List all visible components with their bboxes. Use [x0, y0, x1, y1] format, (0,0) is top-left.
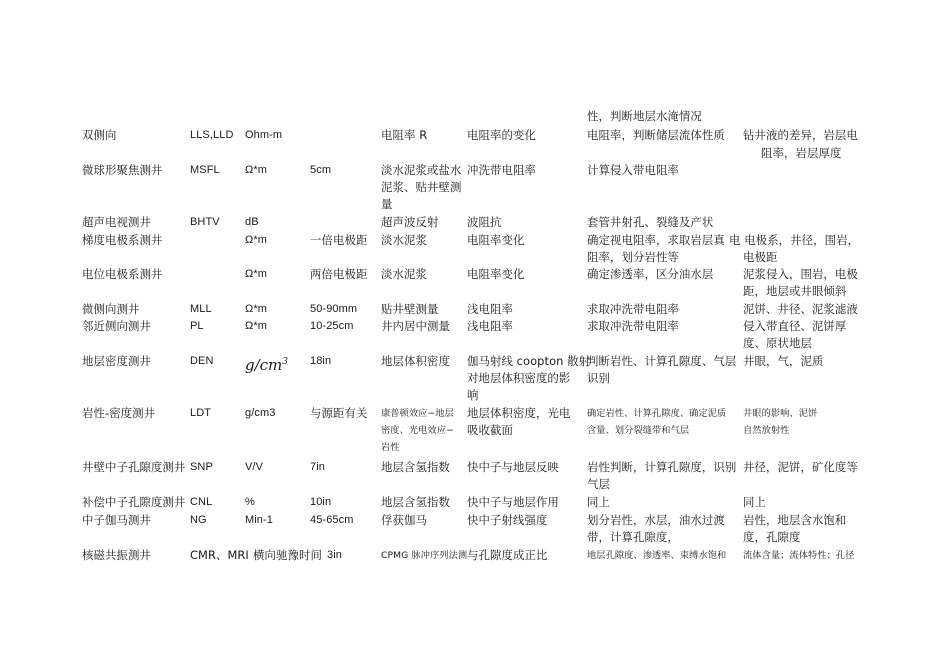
cell-name: 中子伽马测井 [82, 513, 151, 527]
cell-code: LLS,LLD [190, 129, 234, 141]
cell-depth: 两倍电极距 [310, 267, 368, 281]
cell-name: 井壁中子孔隙度测井 [82, 460, 186, 474]
cell-factors: 同上 [743, 495, 766, 509]
cell-application: 划分岩性，水层，油水过渡 [587, 513, 725, 527]
cell-principle: 淡水泥浆或盐水 [381, 163, 462, 177]
cell-application: 求取冲洗带电阻率 [587, 319, 679, 333]
cell-name: 微侧向测井 [82, 302, 140, 316]
cell-factors: 钻井液的差异，岩层电 [743, 128, 858, 142]
cell-measure: 吸收截面 [467, 423, 513, 437]
cell-name: 微球形聚焦测井 [82, 163, 163, 177]
cell-factors: 电极距 [743, 250, 778, 264]
cell-name: 地层密度测井 [82, 354, 151, 368]
cell-application: 阻率，划分岩性等 [587, 250, 679, 264]
cell-principle: 地层含氢指数 [381, 460, 450, 474]
cell-code: CNL [190, 496, 213, 508]
cell-unit: Ohm-m [245, 129, 283, 141]
cell-depth: 与源距有关 [310, 406, 368, 420]
cell-application: 确定视电阻率，求取岩层真 [587, 233, 725, 247]
cell-measure: 快中子与地层反映 [467, 460, 559, 474]
cell-unit: dB [245, 216, 259, 228]
cell-application: 求取冲洗带电阻率 [587, 302, 679, 316]
cell-depth: 10in [310, 496, 332, 508]
cell-name: 双侧向 [82, 128, 117, 142]
cell-factors: 泥浆侵入，围岩，电极 [743, 267, 858, 281]
cell-measure: 地层体积密度，光电 [467, 406, 571, 420]
cell-principle: 泥浆、贴井壁测 [381, 180, 462, 194]
cell-code: CMR、MRI [190, 548, 249, 562]
cell-measure: 浅电阻率 [467, 302, 513, 316]
cell-measure: 电阻率的变化 [467, 128, 536, 142]
cell-factors: 流体含量；流体特性；孔径 [743, 550, 855, 561]
cell-code: MLL [190, 303, 212, 315]
cell-depth: 45-65cm [310, 514, 354, 526]
cell-measure: 电阻率变化 [467, 267, 525, 281]
cell-measure: 对地层体积密度的影 [467, 371, 571, 385]
cell-factors: 井眼，气，泥质 [743, 354, 824, 368]
cell-principle: 岩性 [381, 442, 400, 453]
cell-unit: 横向驰豫时间 [253, 548, 322, 562]
cell-unit: g/cm3 [245, 407, 276, 419]
cell-application: 含量、划分裂缝带和气层 [587, 425, 690, 436]
cell-name: 核磁共振测井 [82, 548, 151, 562]
cell-unit: V/V [245, 461, 264, 473]
cell-depth: 5cm [310, 164, 332, 176]
cell-factors: 井径，泥饼，矿化度等 [743, 460, 858, 474]
cell-depth: 50-90mm [310, 303, 358, 315]
cell-depth: 一倍电极距 [310, 233, 368, 247]
cell-measure: 快中子与地层作用 [467, 495, 559, 509]
cell-factors: 距，地层或井眼倾斜 [743, 284, 847, 298]
cell-depth: 7in [310, 461, 325, 473]
top-fragment: 性，判断地层水淹情况 [587, 109, 702, 123]
cell-principle: 量 [381, 197, 393, 211]
cell-code: NG [190, 514, 207, 526]
cell-name: 岩性-密度测井 [82, 406, 156, 420]
cell-measure: 浅电阻率 [467, 319, 513, 333]
cell-application: 确定岩性、计算孔隙度、确定泥质 [587, 408, 727, 419]
cell-principle: 淡水泥浆 [381, 233, 427, 247]
cell-name: 超声电视测井 [82, 215, 151, 229]
cell-code: DEN [190, 355, 214, 367]
cell-application: 判断岩性、计算孔隙度、气层 [587, 354, 737, 368]
cell-unit-formula: $g/cm^3$ [245, 356, 289, 374]
cell-measure: 波阻抗 [467, 215, 502, 229]
cell-unit: Ω*m [245, 164, 267, 176]
cell-principle: CPMG 脉冲序列法测 [381, 550, 468, 561]
cell-measure: 电阻率变化 [467, 233, 525, 247]
cell-name: 梯度电极系测井 [82, 233, 163, 247]
cell-principle: 地层含氢指数 [381, 495, 450, 509]
cell-code: BHTV [190, 216, 220, 228]
cell-code: PL [190, 320, 204, 332]
cell-depth: 3in [327, 549, 342, 561]
cell-name: 补偿中子孔隙度测井 [82, 495, 186, 509]
cell-depth: 18in [310, 355, 332, 367]
cell-measure: 伽马射线 coopton 散射 [467, 354, 591, 368]
cell-application: 同上 [587, 495, 610, 509]
cell-application: 计算侵入带电阻率 [587, 163, 679, 177]
cell-principle: 康普顿效应−地层 [381, 408, 454, 419]
cell-unit: Ω*m [245, 268, 267, 280]
cell-factors: 电 电极系，井径，围岩， [729, 233, 860, 247]
cell-factors: 度，孔隙度 [743, 530, 801, 544]
cell-principle: 地层体积密度 [381, 354, 450, 368]
cell-code: LDT [190, 407, 212, 419]
cell-application: 套管井射孔、裂缝及产状 [587, 215, 714, 229]
cell-principle: 电阻率 R [381, 128, 428, 142]
cell-measure: 响 [467, 388, 479, 402]
cell-principle: 井内居中测量 [381, 319, 450, 333]
cell-measure: 快中子射线强度 [467, 513, 548, 527]
cell-unit: Min-1 [245, 514, 274, 526]
cell-principle: 俘获伽马 [381, 513, 427, 527]
cell-factors: 泥饼、井径、泥浆滤液 [743, 302, 858, 316]
cell-unit: % [245, 496, 255, 508]
cell-code: SNP [190, 461, 213, 473]
cell-code: MSFL [190, 164, 220, 176]
cell-principle: 贴井壁测量 [381, 302, 439, 316]
cell-factors: 井眼的影响、泥饼 [743, 408, 818, 419]
cell-application: 电阻率，判断储层流体性质 [587, 128, 725, 142]
cell-unit: Ω*m [245, 234, 267, 246]
cell-principle: 超声波反射 [381, 215, 439, 229]
cell-application: 气层 [587, 477, 610, 491]
cell-factors: 岩性，地层含水饱和 [743, 513, 847, 527]
cell-factors: 度、原状地层 [743, 336, 812, 350]
cell-application: 地层孔隙度、渗透率、束缚水饱和 [587, 550, 727, 561]
cell-factors: 自然放射性 [743, 425, 790, 436]
cell-depth: 10-25cm [310, 320, 354, 332]
cell-factors: 侵入带直径、泥饼厚 [743, 319, 847, 333]
cell-application: 识别 [587, 371, 610, 385]
cell-name: 邻近侧向测井 [82, 319, 151, 333]
cell-principle: 淡水泥浆 [381, 267, 427, 281]
cell-principle: 密度、光电效应− [381, 425, 454, 436]
cell-measure: 与孔隙度成正比 [467, 548, 548, 562]
cell-name: 电位电极系测井 [82, 267, 163, 281]
cell-application: 确定渗透率，区分油水层 [587, 267, 714, 281]
cell-application: 岩性判断，计算孔隙度，识别 [587, 460, 737, 474]
cell-measure: 冲洗带电阻率 [467, 163, 536, 177]
cell-factors: 阻率，岩层厚度 [761, 146, 842, 160]
cell-unit: Ω*m [245, 320, 267, 332]
cell-unit: Ω*m [245, 303, 267, 315]
cell-application: 带，计算孔隙度， [587, 530, 679, 544]
